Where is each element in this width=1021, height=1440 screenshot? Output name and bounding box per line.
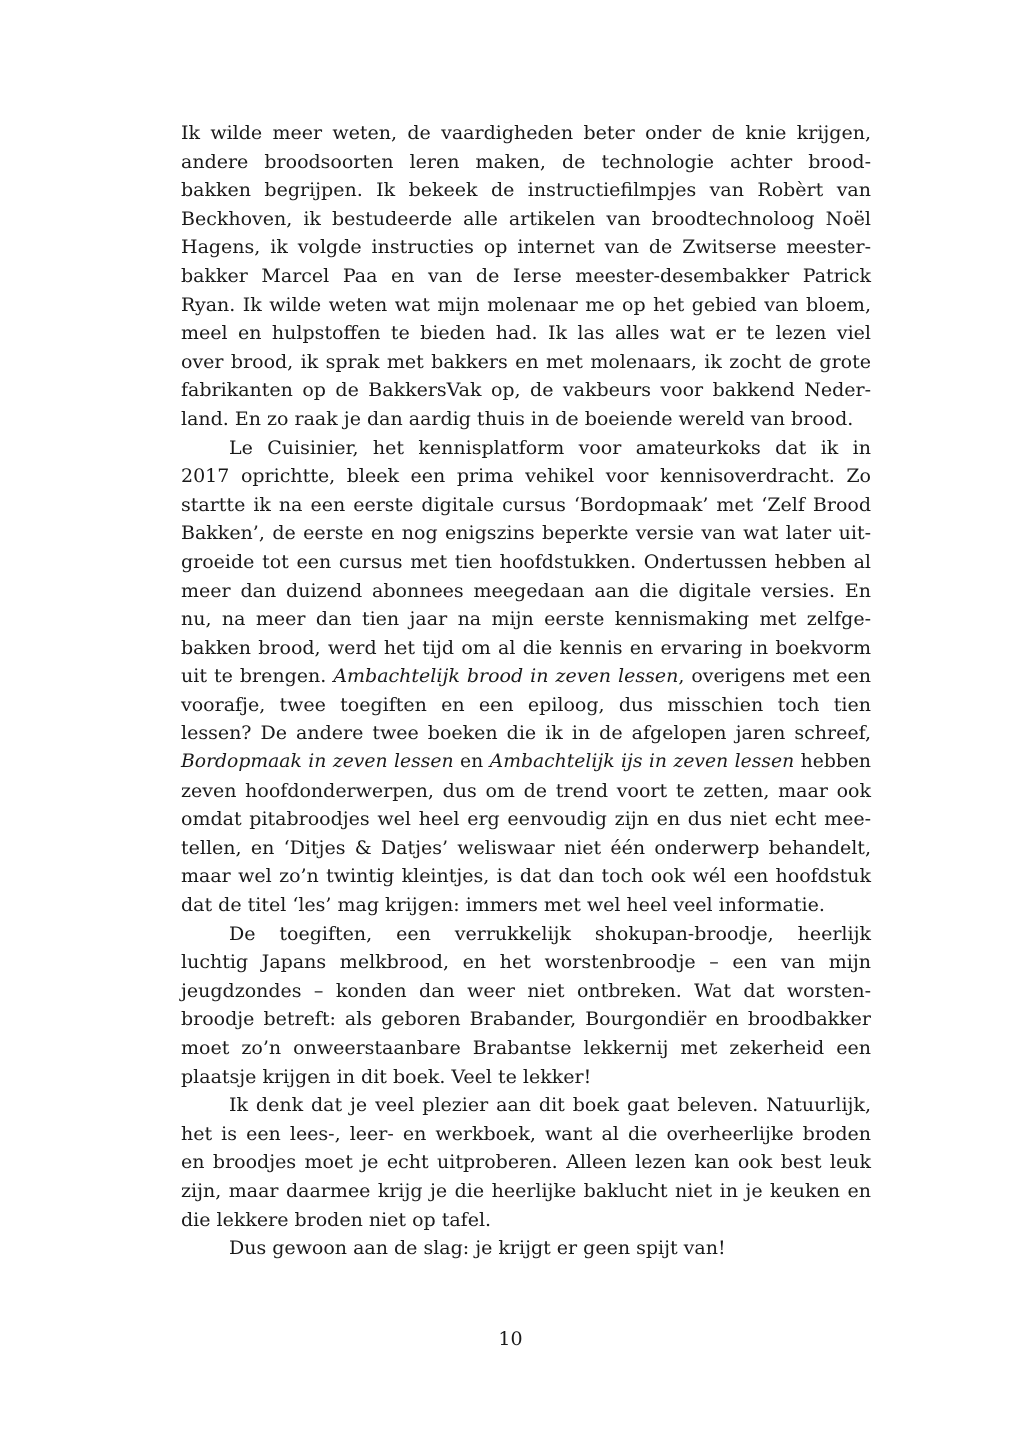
text-line — [181, 348, 871, 377]
text-segment: Bakken’, de eerste en nog enigszins beperkte versie van wat later uit- — [181, 522, 871, 545]
text-line — [181, 148, 871, 177]
text-line — [181, 920, 871, 949]
text-segment: meer dan duizend abonnees meegedaan aan die digitale versies. En — [181, 579, 871, 602]
text-segment: Ryan. Ik wilde weten wat mijn molenaar me op het gebied van bloem, — [181, 293, 871, 316]
paragraph — [181, 1091, 871, 1234]
text-segment: het is een lees-, leer- en werkboek, want al die overheerlijke broden — [181, 1122, 871, 1145]
text-segment: bakken begrijpen. Ik bekeek de instructiefilmpjes van Robèrt van — [181, 179, 871, 202]
text-segment: startte ik na een eerste digitale cursus ‘Bordopmaak’ met ‘Zelf Brood — [181, 493, 871, 516]
text-segment: jeugdzondes – konden dan weer niet ontbreken. Wat dat worsten- — [181, 979, 871, 1002]
text-line — [181, 691, 871, 720]
text-line — [181, 605, 871, 634]
text-segment: De toegiften, een verrukkelijk shokupan-broodje, heerlijk — [229, 922, 871, 945]
text-segment: maar wel zo’n twintig kleintjes, is dat dan toch ook wél een hoofdstuk — [181, 865, 871, 888]
text-line — [181, 119, 871, 148]
text-segment: Beckhoven, ik bestudeerde alle artikelen van broodtechnoloog Noël — [181, 207, 871, 230]
paragraph — [181, 920, 871, 1092]
text-line — [181, 519, 871, 548]
text-segment: meel en hulpstoffen te bieden had. Ik las alles wat er te lezen viel — [181, 322, 871, 345]
text-segment: , overigens met een — [678, 665, 872, 688]
text-line — [181, 262, 871, 291]
page-body-text — [181, 119, 871, 1263]
text-line — [181, 862, 871, 891]
text-line — [181, 948, 871, 977]
text-line — [181, 405, 871, 434]
text-line — [181, 662, 871, 691]
text-segment: Le Cuisinier, het kennisplatform voor amateurkoks dat ik in — [229, 436, 871, 459]
text-line — [181, 805, 871, 834]
text-segment: 2017 oprichtte, bleek een prima vehikel voor kennisoverdracht. Zo — [181, 465, 871, 488]
text-segment: plaatsje krijgen in dit boek. Veel te lekker! — [181, 1065, 592, 1088]
italic-book-title: Ambachtelijk brood in zeven lessen — [333, 665, 679, 688]
text-segment: luchtig Japans melkbrood, en het worstenbroodje – een van mijn — [181, 951, 871, 974]
text-segment: dat de titel ‘les’ mag krijgen: immers met wel heel veel informatie. — [181, 894, 825, 917]
text-line — [181, 777, 871, 806]
text-line — [181, 1034, 871, 1063]
text-segment: Ik wilde meer weten, de vaardigheden beter onder de knie krijgen, — [181, 122, 871, 144]
text-line — [181, 977, 871, 1006]
italic-book-title: Bordopmaak in zeven lessen — [181, 751, 454, 773]
text-segment: Dus gewoon aan de slag: je krijgt er geen spijt van! — [229, 1237, 726, 1260]
text-segment: Ik denk dat je veel plezier aan dit boek gaat beleven. Natuurlijk, — [229, 1094, 871, 1117]
text-segment: uit te brengen. — [181, 665, 334, 688]
text-segment: zeven hoofdonderwerpen, dus om de trend voort te zetten, maar ook — [181, 779, 871, 802]
paragraph — [181, 119, 871, 434]
text-line — [181, 1148, 871, 1177]
text-segment: moet zo’n onweerstaanbare Brabantse lekkernij met zekerheid een — [181, 1037, 871, 1059]
text-segment: nu, na meer dan tien jaar na mijn eerste kennismaking met zelfge- — [181, 608, 871, 631]
text-line — [181, 462, 871, 491]
text-line — [181, 834, 871, 863]
text-line — [181, 577, 871, 606]
text-line — [181, 1120, 871, 1149]
text-line — [181, 1234, 871, 1263]
text-line — [181, 291, 871, 320]
text-segment: en broodjes moet je echt uitproberen. Alleen lezen kan ook best leuk — [181, 1151, 871, 1174]
text-segment: die lekkere broden niet op tafel. — [181, 1208, 492, 1231]
page-number: 10 — [498, 1328, 523, 1350]
text-segment: broodje betreft: als geboren Brabander, Bourgondiër en broodbakker — [181, 1008, 871, 1031]
text-segment: hebben — [794, 751, 872, 773]
text-line — [181, 376, 871, 405]
text-line — [181, 1005, 871, 1034]
text-segment: groeide tot een cursus met tien hoofdstukken. Ondertussen hebben al — [181, 550, 871, 573]
text-line — [181, 491, 871, 520]
text-line — [181, 1206, 871, 1235]
text-segment: andere broodsoorten leren maken, de technologie achter brood- — [181, 150, 871, 173]
text-line — [181, 748, 871, 777]
text-line — [181, 1091, 871, 1120]
text-line — [181, 891, 871, 920]
text-line — [181, 548, 871, 577]
paragraph — [181, 1234, 871, 1263]
text-line — [181, 1177, 871, 1206]
text-segment: fabrikanten op de BakkersVak op, de vakbeurs voor bakkend Neder- — [181, 379, 871, 402]
text-segment: zijn, maar daarmee krijg je die heerlijke baklucht niet in je keuken en — [181, 1179, 871, 1202]
text-line — [181, 205, 871, 234]
text-segment: lessen? De andere twee boeken die ik in de afgelopen jaren schreef, — [181, 722, 871, 745]
paragraph — [181, 434, 871, 920]
italic-book-title: Ambachtelijk ijs in zeven lessen — [489, 751, 795, 773]
text-segment: land. En zo raak je dan aardig thuis in de boeiende wereld van brood. — [181, 407, 854, 430]
text-line — [181, 1063, 871, 1092]
text-segment: over brood, ik sprak met bakkers en met molenaars, ik zocht de grote — [181, 350, 871, 373]
text-segment: voorafje, twee toegiften en een epiloog, dus misschien toch tien — [181, 693, 871, 716]
text-line — [181, 233, 871, 262]
text-line — [181, 319, 871, 348]
text-segment: omdat pitabroodjes wel heel erg eenvoudig zijn en dus niet echt mee- — [181, 808, 871, 831]
text-segment: Hagens, ik volgde instructies op internet van de Zwitserse meester- — [181, 236, 871, 259]
text-segment: en — [453, 751, 490, 773]
text-line — [181, 719, 871, 748]
text-line — [181, 434, 871, 463]
text-segment: tellen, en ‘Ditjes & Datjes’ weliswaar niet één onderwerp behandelt, — [181, 836, 871, 859]
text-line — [181, 634, 871, 663]
text-segment: bakken brood, werd het tijd om al die kennis en ervaring in boekvorm — [181, 636, 871, 659]
text-segment: bakker Marcel Paa en van de Ierse meester-desembakker Patrick — [181, 264, 871, 287]
text-line — [181, 176, 871, 205]
